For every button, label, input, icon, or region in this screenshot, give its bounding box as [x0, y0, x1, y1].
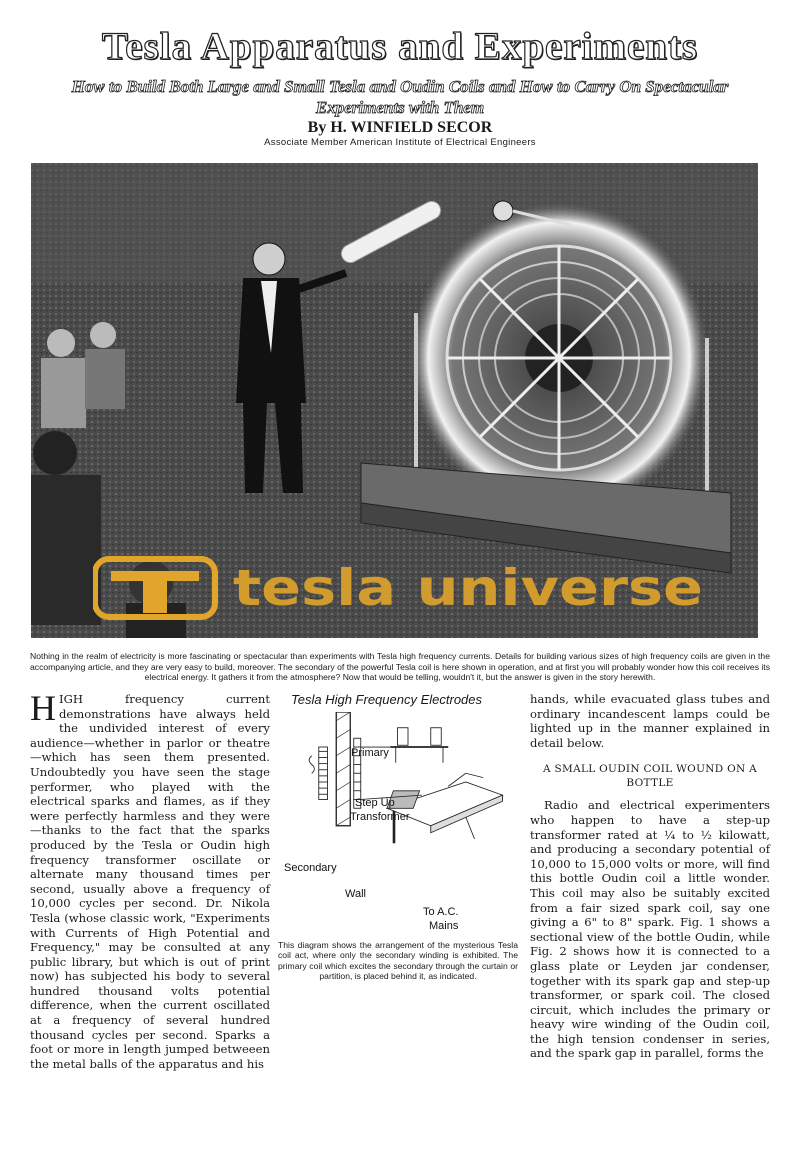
diagram-title: Tesla High Frequency Electrodes: [291, 692, 483, 707]
label-primary: Primary: [351, 747, 389, 759]
label-transformer: Transformer: [350, 811, 410, 823]
drop-cap: H: [30, 688, 56, 728]
tesla-electrodes-diagram: [285, 712, 517, 852]
article-column-1: [30, 688, 270, 1071]
column-1-text: IGH frequency current demonstrations have always held the undivided interest of every audience—whether in parlor or theatre—which has seen them presented. Undoubtedly you have seen the stage performer, who played with the electrical sparks and flames, as if they were perfectly harmless and they were—thanks to the fact that the sparks produced by the Tesla or Oudin high frequency transformer oscillate or alternate many thousand times per second, usually above a frequency of 10,000 cycles per second. Dr. Nikola Tesla (whose classic work, "Experiments with Currents of High Potential and Frequency," may be consulted at any public library, but which is out of print now) has subjected his body to several hundred thousand volts potential difference, when the current oscillated at a frequency of several hundred thousand cycles per second. Sparks a foot or more in length jumped betweeen the metal balls of the apparatus and his: [30, 692, 270, 1071]
label-secondary: Secondary: [284, 862, 337, 874]
tesla-universe-watermark: [93, 553, 713, 623]
label-to-ac: To A.C.: [423, 906, 459, 918]
column-3-text: Radio and electrical experimenters who happen to have a step-up transformer rated at ¼ to ½ kilowatt, and producing a secondary potential of 10,000 to 15,000 volts or more, will find this bottle Oudin coil a little wonder. This coil may also be suitably excited from a fair sized spark coil, say one giving a 6" to 8" spark. Fig. 1 shows a sectional view of the bottle Oudin, while Fig. 2 shows how it is connected to a glass plate or Leyden jar condenser, together with its spark gap and step-up transformer, or spark coil. The closed circuit, which includes the primary or heavy wire winding of the Oudin coil, the high tension condenser in series, and the spark gap in parallel, forms the: [530, 798, 770, 1061]
watermark-text: tesla universe: [233, 559, 703, 617]
author-affiliation: Associate Member American Institute of Electrical Engineers: [264, 137, 536, 148]
article-column-3: [530, 692, 770, 1061]
label-step-up: Step Up: [355, 797, 395, 809]
column-3-intro: hands, while evacuated glass tubes and ordinary incandescent lamps could be lighted up in the manner explained in detail below.: [530, 692, 770, 750]
label-mains: Mains: [429, 920, 459, 932]
page-title: Tesla Apparatus and Experiments: [101, 25, 699, 68]
section-heading: A SMALL OUDIN COIL WOUND ON A BOTTLE: [543, 763, 757, 790]
page-subtitle: How to Build Both Large and Small Tesla and Oudin Coils and How to Carry On Spectacular Experiments with Them: [71, 77, 729, 117]
label-wall: Wall: [345, 888, 366, 900]
author-byline: By H. WINFIELD SECOR: [307, 119, 493, 136]
photo-caption: Nothing in the realm of electricity is more fascinating or spectacular than experiments with Tesla high frequency currents. Details for building various sizes of high frequency coils are given in the accompanying article, and they are very easy to build, moreover. The secondary of the powerful Tesla coil is here shown in operation, and at first you will probably wonder how this coil receives its electrical energy. It gathers it from the atmosphere? Now that would be telling, wouldn't it, but the answer is given in the story herewith.: [30, 651, 770, 683]
diagram-caption: This diagram shows the arrangement of the mysterious Tesla coil act, where only the secondary winding is exhibited. The primary coil which excites the secondary through the curtain or partition, is placed behind it, as indicated.: [278, 940, 518, 982]
tesla-coil-illustration: [31, 163, 758, 638]
